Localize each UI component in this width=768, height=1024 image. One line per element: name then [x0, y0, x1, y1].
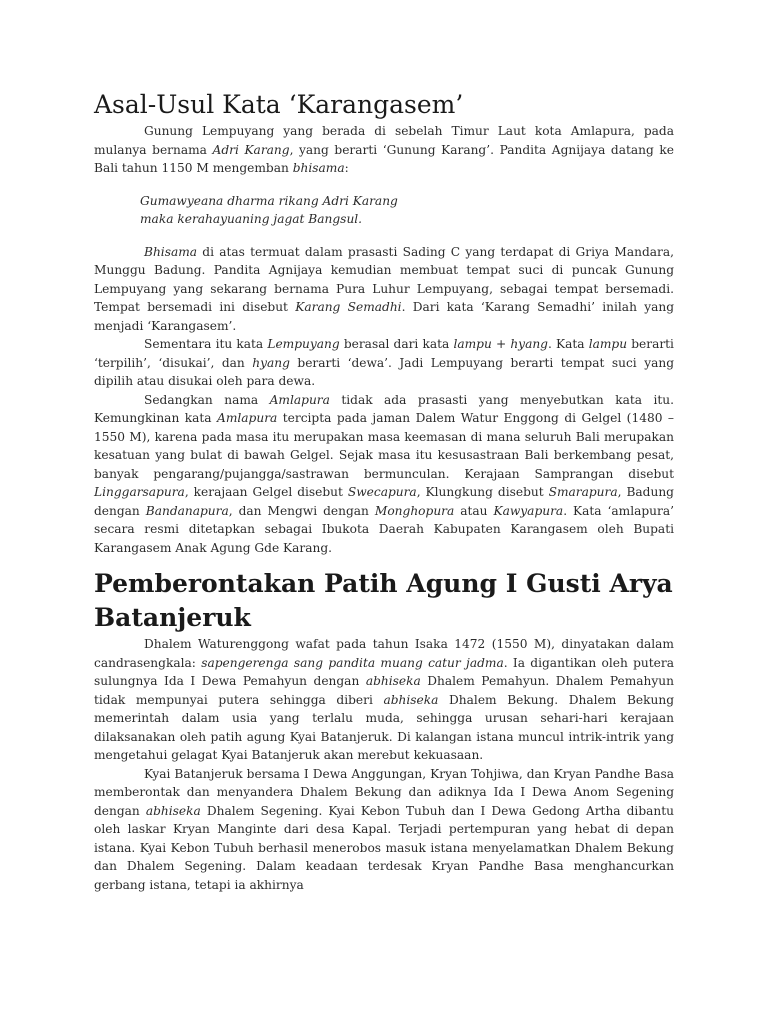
document-content	[94, 88, 674, 894]
italic-term: hyang	[252, 355, 290, 370]
text-run: , Klungkung disebut	[416, 485, 549, 499]
text-run: . Dari kata ‘Karang Semadhi’ inilah yang menjadi ‘Karangasem’.	[94, 300, 675, 333]
verse-quote	[140, 192, 674, 229]
text-run: , dan Mengwi dengan	[228, 503, 375, 518]
italic-term: Linggarsapura	[94, 485, 185, 499]
text-run: Dhalem Segening. Kyai Kebon Tubuh dan I Dewa Gedong Artha dibantu oleh laskar Kryan Manginte dari desa Kapal. Terjadi pertempuran yang hebat di depan istana. Kyai Kebon Tubuh berhasil menerobos masuk istana menyelamatkan Dhalem Bekung dan Dhalem Segening. Dalam keadaan terdesak Kryan Pandhe Basa menghancurkan gerbang istana, tetapi ia akhirnya	[94, 803, 674, 892]
text-run: :	[344, 161, 349, 175]
text-run: Dhalem Bekung. Dhalem Bekung memerintah dalam usia yang terlalu muda, sehingga urusan sehari-hari kerajaan dilaksanakan oleh patih agung Kyai Batanjeruk. Di kalangan istana muncul intrik-intrik yang mengetahui gelagat Kyai Batanjeruk akan merebut kekuasaan.	[94, 692, 674, 762]
italic-term: bhisama	[292, 161, 345, 175]
italic-term: Kawyapura	[493, 503, 564, 518]
text-run: di atas termuat dalam prasasti Sading C yang terdapat di Griya Mandara, Munggu Badung. Pandita Agnijaya kemudian membuat tempat suci di puncak Gunung Lempuyang yang sekarang bernama Pura Luhur Lempuyang, sebagai tempat bersemadi. Tempat bersemadi ini disebut	[94, 244, 674, 314]
paragraph	[94, 635, 674, 765]
italic-term: Lempuyang	[267, 337, 340, 351]
italic-term: Bhisama	[144, 244, 198, 259]
text-run: Sementara itu kata	[144, 337, 268, 351]
italic-term: abhiseka	[383, 692, 439, 707]
verse-line: Gumawyeana dharma rikang Adri Karang	[140, 193, 398, 208]
text-run: atau	[454, 503, 494, 518]
text-run: . Ia digantikan oleh putera sulungnya Ida I Dewa Pemahyun dengan	[94, 655, 674, 688]
italic-term: Bandanapura	[145, 503, 229, 518]
text-run: Sedangkan nama	[144, 392, 270, 407]
italic-term: Swecapura	[347, 485, 417, 499]
text-run: Gunung Lempuyang yang berada di sebelah Timur Laut kota Amlapura, pada mulanya bernama	[94, 124, 674, 157]
text-run: berarti ‘dewa’. Jadi Lempuyang berarti tempat suci yang dipilih atau disukai oleh para dewa.	[94, 355, 674, 388]
italic-term: abhiseka	[145, 803, 201, 818]
section-title-asal-usul: Asal-Usul Kata ‘Karangasem’	[94, 90, 464, 119]
italic-term: Smarapura	[548, 485, 618, 499]
paragraph	[94, 122, 674, 178]
verse-line: maka kerahayuaning jagat Bangsul.	[140, 212, 363, 226]
italic-term: Amlapura	[269, 392, 330, 407]
text-run: Dhalem Waturenggong wafat pada tahun Isaka 1472 (1550 M), dinyatakan dalam candrasengkala:	[94, 637, 674, 670]
paragraph	[94, 243, 674, 336]
italic-term: Adri Karang	[212, 142, 290, 157]
italic-term: abhiseka	[365, 674, 421, 688]
text-run: , kerajaan Gelgel disebut	[184, 485, 348, 499]
section-title-pemberontakan: Pemberontakan Patih Agung I Gusti Arya Batanjeruk	[94, 569, 673, 632]
text-run: . Kata ‘amlapura’ secara resmi ditetapkan sebagai Ibukota Daerah Kabupaten Karangasem oleh Bupati Karangasem Anak Agung Gde Karang.	[94, 503, 675, 555]
text-run: , Badung dengan	[94, 485, 674, 518]
italic-term: Karang Semadhi	[295, 300, 402, 314]
italic-term: sapengerenga sang pandita muang catur jadma	[201, 655, 504, 670]
paragraph	[94, 335, 674, 391]
italic-term: lampu + hyang	[453, 337, 548, 351]
text-run: berasal dari kata	[339, 337, 454, 351]
paragraph	[94, 391, 674, 558]
text-run: Dhalem Pemahyun. Dhalem Pemahyun tidak mempunyai putera sehingga diberi	[94, 674, 674, 707]
text-run: berarti ‘terpilih’, ‘disukai’, dan	[94, 337, 674, 370]
paragraph	[94, 765, 674, 895]
italic-term: Amlapura	[217, 411, 278, 425]
text-run: tercipta pada jaman Dalem Watur Enggong di Gelgel (1480 – 1550 M), karena pada masa itu merupakan masa keemasan di mana seluruh Bali merupakan kesatuan yang bulat di bawah Gelgel. Sejak masa itu kesusastraan Bali berkembang pesat, banyak pengarang/pujangga/sastrawan bermunculan. Kerajaan Samprangan disebut	[94, 411, 675, 481]
italic-term: Monghopura	[374, 503, 455, 518]
italic-term: lampu	[588, 337, 628, 351]
text-run: , yang berarti ‘Gunung Karang’. Pandita Agnijaya datang ke Bali tahun 1150 M mengemban	[94, 142, 674, 175]
text-run: . Kata	[547, 337, 589, 351]
text-run: tidak ada prasasti yang menyebutkan kata itu. Kemungkinan kata	[94, 392, 674, 425]
text-run: Kyai Batanjeruk bersama I Dewa Anggungan, Kryan Tohjiwa, dan Kryan Pandhe Basa memberontak dan menyandera Dhalem Bekung dan adiknya Ida I Dewa Anom Segening dengan	[94, 766, 674, 818]
